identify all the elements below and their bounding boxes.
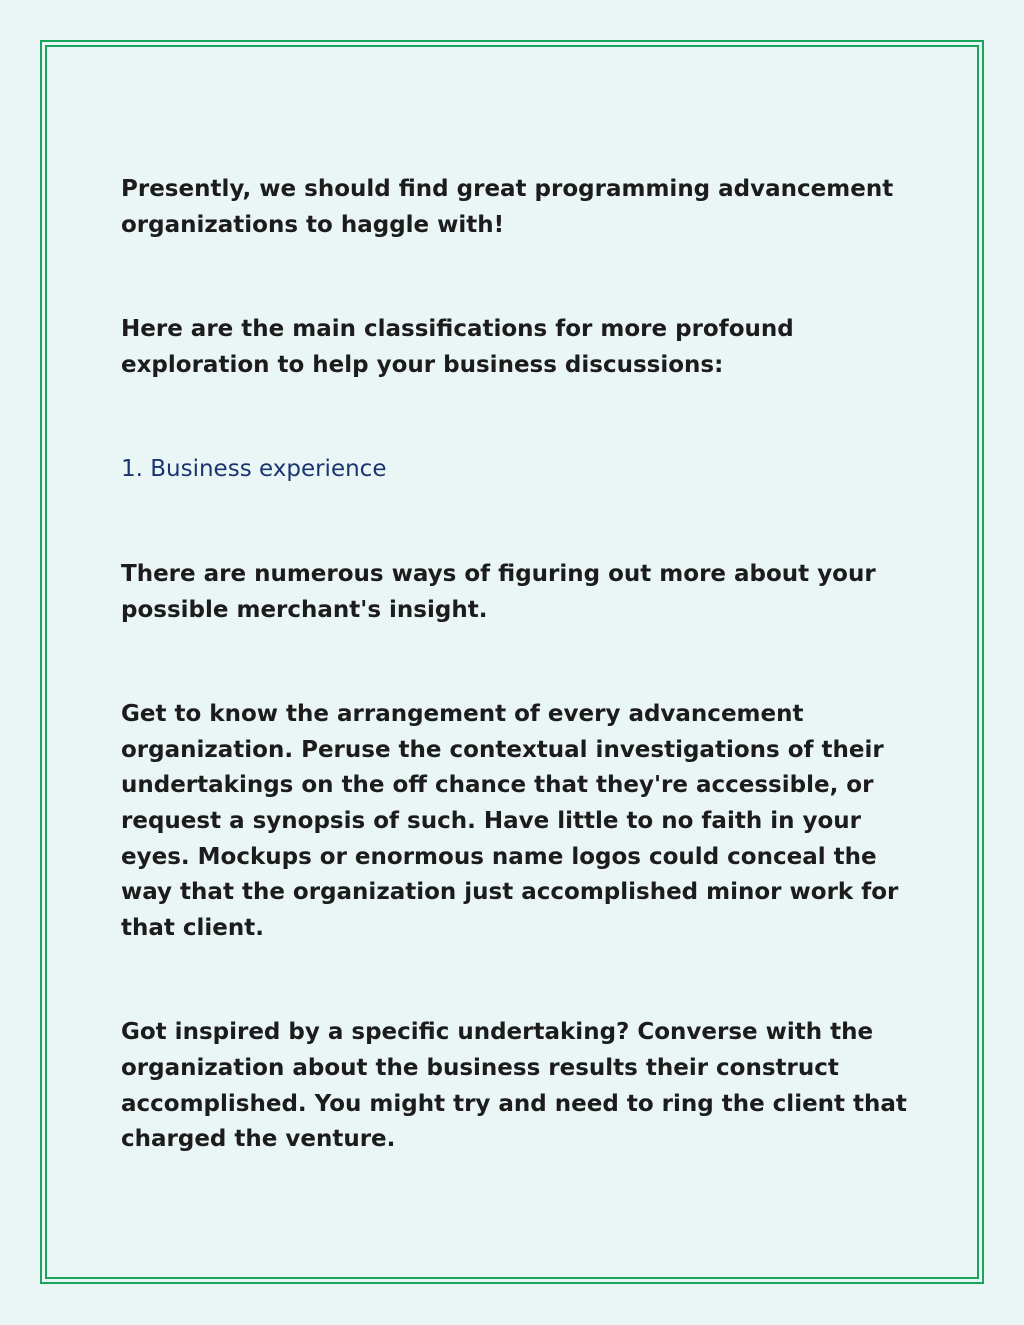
paragraph-intro: Presently, we should find great programming advancement organizations to haggle with! (121, 176, 894, 238)
paragraph-arrangement: Get to know the arrangement of every advancement organization. Peruse the contextual investigations of their undertakings on the off chance that they're accessible, or request a synopsis of such. Have little to no faith in your eyes. Mockups or enormous name logos could conceal the way that the organization just accomplished minor work for that client. (121, 701, 899, 941)
paragraph-experience-intro: There are numerous ways of figuring out more about your possible merchant's insight. (121, 560, 876, 623)
document-content (121, 172, 921, 1158)
paragraph-classifications: Here are the main classifications for more profound exploration to help your business discussions: (121, 316, 794, 378)
section-heading-business-experience: 1. Business experience (121, 456, 387, 483)
paragraph-inspired: Got inspired by a specific undertaking? Converse with the organization about the business results their construct accomplished. You might try and need to ring the client that charged the venture. (121, 1019, 907, 1153)
